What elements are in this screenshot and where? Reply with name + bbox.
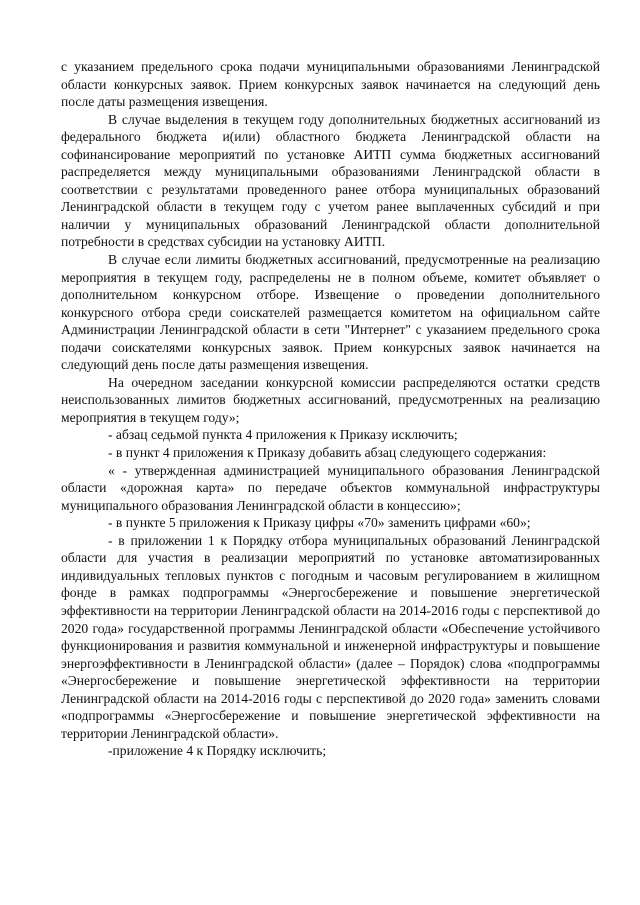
paragraph-2: В случае выделения в текущем году дополнительных бюджетных ассигнований из федерального бюджета и(или) областного бюджета Ленинградской области на софинансирование мероприятий по установке АИТП сумма бюджетных ассигнований распределяется между муниципальными образованиями Ленинградской области в соответствии с результатами проведенного ранее отбора муниципальных образований Ленинградской области в текущем году с учетом ранее выплаченных субсидий и при наличии у муниципальных образований Ленинградской области дополнительной потребности в средствах субсидии на установку АИТП. (61, 111, 600, 250)
paragraph-4: На очередном заседании конкурсной комиссии распределяются остатки средств неиспользованных лимитов бюджетных ассигнований, предусмотренных на реализацию мероприятия в текущем году»; (61, 374, 600, 425)
paragraph-10: -приложение 4 к Порядку исключить; (108, 743, 327, 759)
paragraph-1: с указанием предельного срока подачи муниципальными образованиями Ленинградской области конкурсных заявок. Прием конкурсных заявок начинается на следующий день после даты размещения извещения. (61, 59, 600, 110)
paragraph-9: - в приложении 1 к Порядку отбора муниципальных образований Ленинградской области для участия в реализации мероприятий по установке автоматизированных индивидуальных тепловых пунктов с погодным и часовым регулированием в жилищном фонде в рамках подпрограммы «Энергосбережение и повышение энергетической эффективности на территории Ленинградской области на 2014-2016 годы с перспективой до 2020 года» государственной программы Ленинградской области «Обеспечение устойчивого функционирования и развития коммунальной и инженерной инфраструктуры и повышение энергоэффективности в Ленинградской области» (далее – Порядок) слова «подпрограммы «Энергосбережение и повышение энергетической эффективности на территории Ленинградской области на 2014-2016 годы с перспективой до 2020 года» заменить словами «подпрограммы «Энергосбережение и повышение энергетической эффективности на территории Ленинградской области». (61, 532, 600, 741)
paragraph-8: - в пункте 5 приложения к Приказу цифры «70» заменить цифрами «60»; (108, 515, 531, 531)
paragraph-5: - абзац седьмой пункта 4 приложения к Приказу исключить; (108, 427, 458, 443)
paragraph-3: В случае если лимиты бюджетных ассигнований, предусмотренные на реализацию мероприятия в текущем году, распределены не в полном объеме, комитет объявляет о дополнительном конкурсном отборе. Извещение о проведении дополнительного конкурсного отбора среди соискателей размещается комитетом на официальном сайте Администрации Ленинградской области в сети "Интернет" с указанием предельного срока подачи соискателями конкурсных заявок. Прием конкурсных заявок начинается на следующий день после даты размещения извещения. (61, 252, 600, 373)
paragraph-7: « - утвержденная администрацией муниципального образования Ленинградской области «дорожная карта» по передаче объектов коммунальной инфраструктуры муниципального образования Ленинградской области в концессию»; (61, 462, 600, 513)
paragraph-6: - в пункт 4 приложения к Приказу добавить абзац следующего содержания: (108, 445, 547, 461)
